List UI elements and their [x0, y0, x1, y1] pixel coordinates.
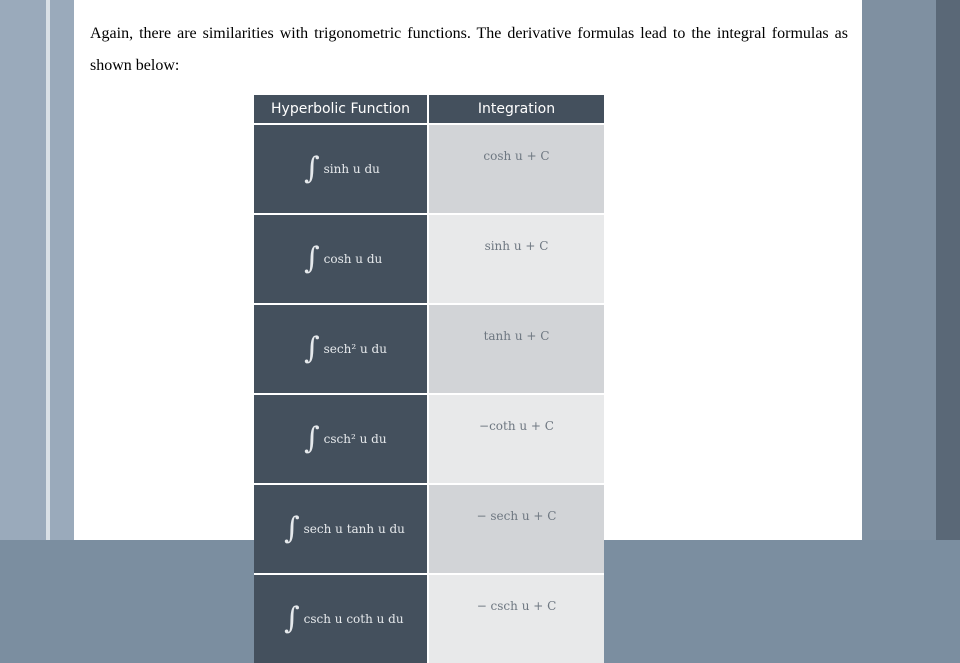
- table-row: [254, 484, 604, 574]
- integrand-text: csch² u du: [323, 432, 387, 446]
- result-text: tanh u + C: [483, 329, 550, 343]
- result-cell: [428, 484, 604, 574]
- result-text: cosh u + C: [483, 149, 550, 163]
- integral-sign-icon: ∫: [304, 331, 320, 366]
- hyperbolic-integration-table: [254, 95, 604, 663]
- integrand-text: csch u coth u du: [303, 612, 404, 626]
- table-row: [254, 394, 604, 484]
- result-cell: [428, 124, 604, 214]
- integral-sign-icon: ∫: [304, 421, 320, 456]
- intro-paragraph: Again, there are similarities with trigonometric functions. The derivative formulas lead to the integral formulas as shown below:: [90, 25, 848, 74]
- integral-cell: [254, 574, 428, 663]
- table-header-row: [254, 95, 604, 124]
- result-cell: [428, 394, 604, 484]
- result-cell: [428, 214, 604, 304]
- integrand-text: sech² u du: [323, 342, 387, 356]
- header-integration: Integration: [428, 95, 604, 124]
- integrand-text: sech u tanh u du: [303, 522, 405, 536]
- table-row: [254, 574, 604, 663]
- table-row: [254, 214, 604, 304]
- integral-cell: [254, 304, 428, 394]
- header-hyperbolic-function: Hyperbolic Function: [254, 95, 428, 124]
- left-background-stripe: [46, 0, 50, 540]
- table-row: [254, 124, 604, 214]
- right-background-edge: [936, 0, 960, 540]
- result-text: − sech u + C: [476, 509, 557, 523]
- integral-sign-icon: ∫: [304, 151, 320, 186]
- integrand-text: sinh u du: [323, 162, 380, 176]
- integral-sign-icon: ∫: [284, 601, 300, 636]
- left-background-panel: [0, 0, 74, 540]
- integrand-text: cosh u du: [323, 252, 383, 266]
- result-text: −coth u + C: [479, 419, 554, 433]
- table-row: [254, 304, 604, 394]
- integral-cell: [254, 214, 428, 304]
- integral-cell: [254, 484, 428, 574]
- result-cell: [428, 574, 604, 663]
- result-cell: [428, 304, 604, 394]
- integral-sign-icon: ∫: [304, 241, 320, 276]
- slide-page: [74, 0, 862, 636]
- integral-cell: [254, 124, 428, 214]
- result-text: sinh u + C: [484, 239, 549, 253]
- result-text: − csch u + C: [476, 599, 557, 613]
- integral-cell: [254, 394, 428, 484]
- integral-sign-icon: ∫: [284, 511, 300, 546]
